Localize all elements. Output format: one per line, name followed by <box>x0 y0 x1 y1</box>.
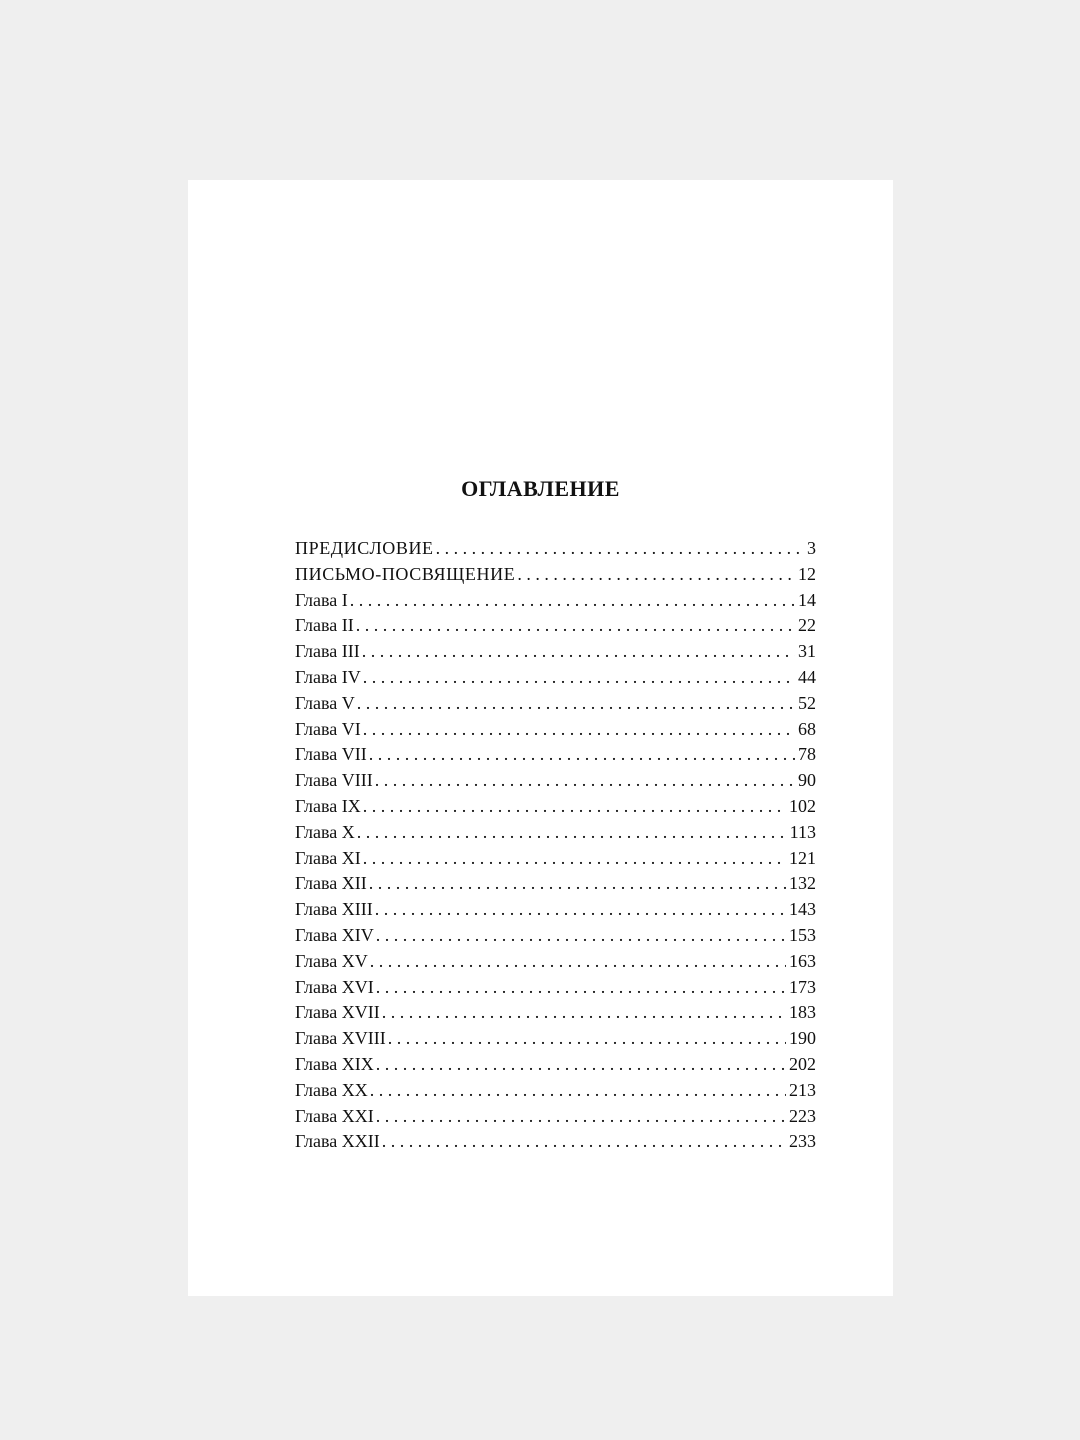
toc-entry-label: Глава XVII <box>295 1002 380 1023</box>
toc-title: ОГЛАВЛЕНИЕ <box>461 476 620 501</box>
toc-entry <box>295 588 816 614</box>
dot-leader <box>375 768 795 794</box>
dot-leader <box>357 691 795 717</box>
toc-entry-page: 22 <box>798 615 816 636</box>
toc-entry <box>295 1129 816 1155</box>
toc-entry-page: 132 <box>789 873 816 894</box>
dot-leader <box>376 1052 786 1078</box>
toc-entry <box>295 562 816 588</box>
toc-entry-page: 173 <box>789 976 816 997</box>
toc-entry-page: 68 <box>798 718 816 739</box>
dot-leader <box>376 975 786 1001</box>
toc-entry-label: Глава IV <box>295 666 361 687</box>
toc-entry <box>295 949 816 975</box>
dot-leader <box>376 923 786 949</box>
dot-leader <box>436 536 804 562</box>
dot-leader <box>363 794 786 820</box>
toc-entry <box>295 742 816 768</box>
toc-entry-page: 163 <box>789 950 816 971</box>
toc-entry-page: 31 <box>798 641 816 662</box>
dot-leader <box>376 1104 786 1130</box>
toc-entry-label: Глава II <box>295 615 354 636</box>
toc-entry-page: 52 <box>798 692 816 713</box>
toc-entry-page: 12 <box>798 563 816 584</box>
toc-entry <box>295 1104 816 1130</box>
toc-entry-label: Глава XIV <box>295 924 374 945</box>
toc-entry <box>295 536 816 562</box>
toc-entry-page: 183 <box>789 1002 816 1023</box>
toc-entry-page: 113 <box>789 821 816 842</box>
toc-entry <box>295 717 816 743</box>
toc-entry <box>295 1026 816 1052</box>
dot-leader <box>369 742 795 768</box>
dot-leader <box>363 717 795 743</box>
dot-leader <box>370 949 786 975</box>
toc-entry-label: Глава XIII <box>295 899 373 920</box>
toc-entry-label: Глава III <box>295 641 360 662</box>
toc-entry <box>295 846 816 872</box>
dot-leader <box>363 665 795 691</box>
toc-entry <box>295 794 816 820</box>
toc-entry-label: Глава VII <box>295 744 367 765</box>
toc-entry <box>295 639 816 665</box>
toc-entry-label: ПИСЬМО-ПОСВЯЩЕНИЕ <box>295 563 516 584</box>
toc-entry-page: 213 <box>789 1079 816 1100</box>
dot-leader <box>357 820 787 846</box>
toc-entry-page: 90 <box>798 770 816 791</box>
dot-leader <box>350 588 795 614</box>
toc-entry-label: Глава V <box>295 692 355 713</box>
toc-entry-page: 202 <box>789 1053 816 1074</box>
toc-list <box>295 536 816 1155</box>
toc-entry-label: Глава VIII <box>295 770 373 791</box>
toc-entry-page: 14 <box>798 589 816 610</box>
toc-entry <box>295 613 816 639</box>
toc-entry <box>295 1078 816 1104</box>
dot-leader <box>375 897 786 923</box>
toc-entry-label: Глава X <box>295 821 355 842</box>
toc-entry-label: ПРЕДИСЛОВИЕ <box>295 538 434 558</box>
dot-leader <box>356 613 795 639</box>
dot-leader <box>517 562 795 588</box>
toc-entry <box>295 897 816 923</box>
toc-entry-page: 223 <box>789 1105 816 1126</box>
toc-entry-label: Глава VI <box>295 718 361 739</box>
toc-entry-label: Глава XIX <box>295 1053 374 1074</box>
dot-leader <box>369 871 786 897</box>
book-page <box>188 180 893 1296</box>
toc-entry-label: Глава XXI <box>295 1105 374 1126</box>
toc-entry-page: 44 <box>798 666 816 687</box>
toc-entry-label: Глава XI <box>295 847 361 868</box>
toc-entry <box>295 665 816 691</box>
dot-leader <box>362 639 795 665</box>
dot-leader <box>370 1078 786 1104</box>
dot-leader <box>388 1026 786 1052</box>
dot-leader <box>382 1129 786 1155</box>
toc-entry <box>295 820 816 846</box>
toc-entry <box>295 923 816 949</box>
toc-entry-page: 153 <box>789 924 816 945</box>
toc-entry-page: 143 <box>789 899 816 920</box>
toc-entry <box>295 768 816 794</box>
toc-entry <box>295 691 816 717</box>
toc-entry-page: 3 <box>807 538 816 558</box>
toc-entry-page: 102 <box>789 795 816 816</box>
toc-entry-page: 121 <box>789 847 816 868</box>
toc-entry-label: Глава XVIII <box>295 1028 386 1049</box>
dot-leader <box>363 846 786 872</box>
toc-entry <box>295 1052 816 1078</box>
toc-entry-label: Глава XVI <box>295 976 374 997</box>
toc-entry-page: 190 <box>789 1028 816 1049</box>
toc-entry-page: 233 <box>789 1131 816 1152</box>
toc-entry-label: Глава IX <box>295 795 361 816</box>
toc-entry <box>295 871 816 897</box>
toc-entry-label: Глава XXII <box>295 1131 380 1152</box>
toc-entry-label: Глава XII <box>295 873 367 894</box>
toc-entry-label: Глава XV <box>295 950 368 971</box>
toc-entry <box>295 975 816 1001</box>
toc-entry-label: Глава I <box>295 589 348 610</box>
toc-entry <box>295 1000 816 1026</box>
toc-entry-label: Глава XX <box>295 1079 368 1100</box>
toc-entry-page: 78 <box>798 744 816 765</box>
dot-leader <box>382 1000 786 1026</box>
